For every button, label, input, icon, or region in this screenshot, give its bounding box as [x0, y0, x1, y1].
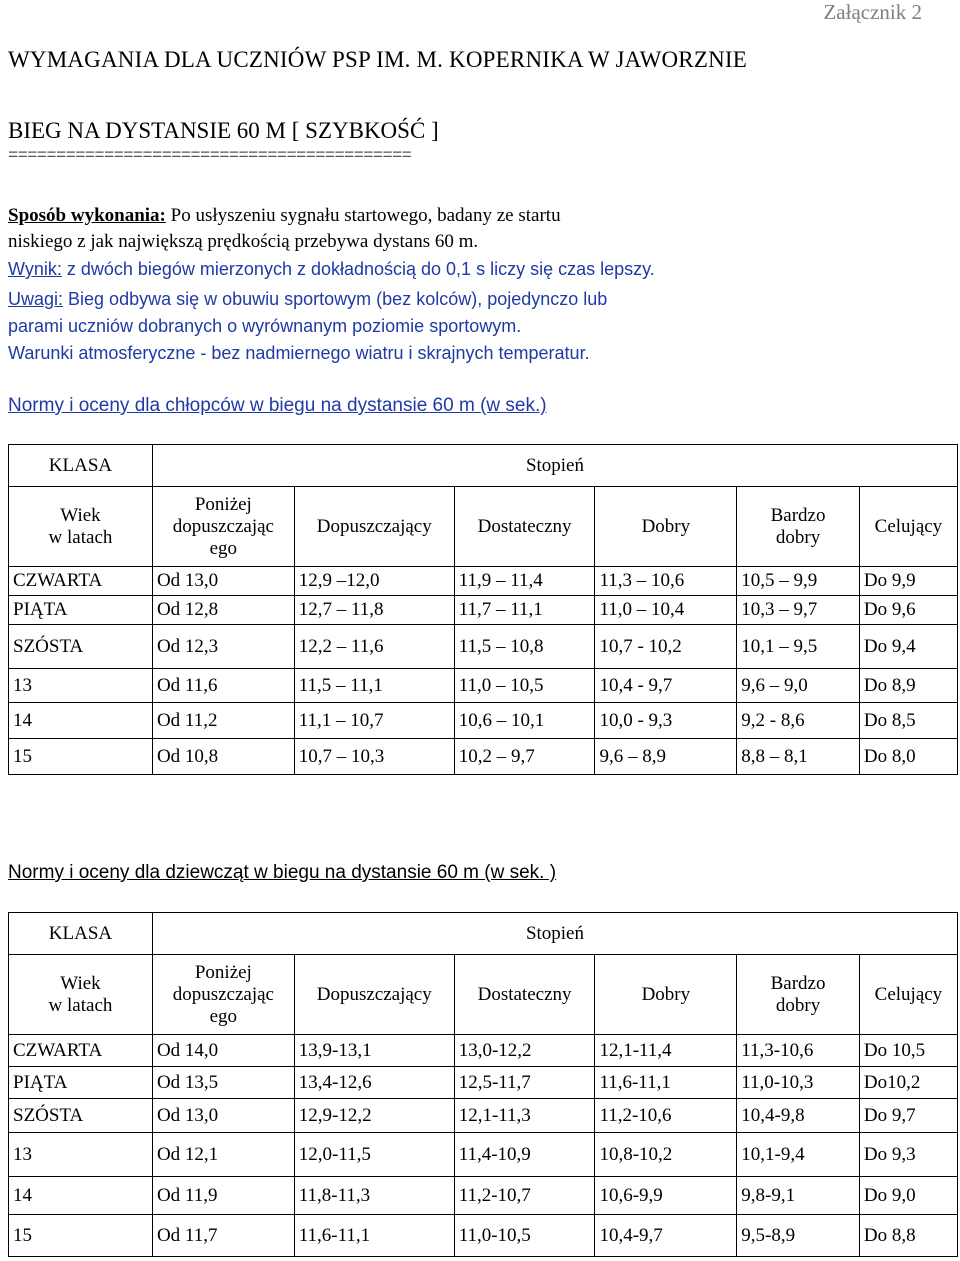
grade-cell: 10,6 – 10,1 [454, 703, 595, 739]
grade-cell: 12,1-11,3 [454, 1099, 595, 1133]
grade-cell: Od 10,8 [152, 739, 294, 775]
celujacy-header: Celujący [859, 955, 957, 1035]
klasa-header: KLASA [9, 913, 153, 955]
grade-cell: 11,2-10,6 [595, 1099, 737, 1133]
class-cell: 15 [9, 739, 153, 775]
result-line [8, 256, 655, 282]
class-cell: CZWARTA [9, 567, 153, 596]
class-cell: PIĄTA [9, 1067, 153, 1099]
class-cell: 14 [9, 703, 153, 739]
dopuszczajacy-header: Dopuszczający [294, 487, 454, 567]
table-row [9, 1177, 958, 1215]
grade-cell: 10,5 – 9,9 [737, 567, 860, 596]
bardzo-dobry-header [737, 487, 860, 567]
grade-cell: 10,4 - 9,7 [595, 669, 737, 703]
celujacy-header: Celujący [859, 487, 957, 567]
boys-norms-table [8, 444, 958, 775]
grade-cell: Od 13,0 [152, 1099, 294, 1133]
grade-cell: 11,6-11,1 [294, 1215, 454, 1257]
class-cell: 15 [9, 1215, 153, 1257]
grade-cell: 11,5 – 10,8 [454, 625, 595, 669]
table-row [9, 1215, 958, 1257]
table-row [9, 703, 958, 739]
result-text: z dwóch biegów mierzonych z dokładnością do 0,1 s liczy się czas lepszy. [61, 259, 655, 279]
class-cell: SZÓSTA [9, 1099, 153, 1133]
grade-cell: Do 9,0 [859, 1177, 957, 1215]
notes-label: Uwagi: [8, 289, 64, 309]
grade-cell: 10,7 - 10,2 [595, 625, 737, 669]
grade-cell: 9,6 – 9,0 [737, 669, 860, 703]
table-row [9, 1035, 958, 1067]
notes-line-2: parami uczniów dobranych o wyrównanym poziomie sportowym. [8, 316, 522, 336]
grade-cell: 12,2 – 11,6 [294, 625, 454, 669]
class-cell: 13 [9, 1133, 153, 1177]
grade-cell: Do 8,0 [859, 739, 957, 775]
class-cell: CZWARTA [9, 1035, 153, 1067]
grade-cell: 11,0-10,5 [454, 1215, 595, 1257]
grade-cell: 11,5 – 11,1 [294, 669, 454, 703]
notes-text-1: Bieg odbywa się w obuwiu sportowym (bez kolców), pojedynczo lub [63, 289, 608, 309]
table-row [9, 567, 958, 596]
grade-cell: Do 9,3 [859, 1133, 957, 1177]
age-header-line-2: w latach [48, 994, 113, 1016]
table-row [9, 625, 958, 669]
table-row [9, 1099, 958, 1133]
grade-cell: Do 8,5 [859, 703, 957, 739]
table-row [9, 596, 958, 625]
age-header [9, 487, 153, 567]
grade-cell: 10,6-9,9 [595, 1177, 737, 1215]
grade-cell: Od 11,2 [152, 703, 294, 739]
grade-cell: 12,1-11,4 [595, 1035, 737, 1067]
ponizej-line-3: ego [209, 537, 238, 559]
grade-cell: Do10,2 [859, 1067, 957, 1099]
girls-norms-table [8, 912, 958, 1257]
grade-cell: 11,0 – 10,5 [454, 669, 595, 703]
class-cell: SZÓSTA [9, 625, 153, 669]
dostateczny-header: Dostateczny [454, 955, 595, 1035]
grade-cell: 11,7 – 11,1 [454, 596, 595, 625]
notes-line-1 [8, 286, 607, 312]
method-line-2: niskiego z jak największą prędkością przebywa dystans 60 m. [8, 231, 479, 252]
age-header-line-1: Wiek [60, 504, 101, 526]
stopien-header: Stopień [152, 445, 957, 487]
grade-cell: 10,3 – 9,7 [737, 596, 860, 625]
grade-cell: Od 13,5 [152, 1067, 294, 1099]
grade-cell: 9,5-8,9 [737, 1215, 860, 1257]
bardzo-line-1: Bardzo [770, 972, 826, 994]
grade-cell: Od 14,0 [152, 1035, 294, 1067]
grade-cell: 10,8-10,2 [595, 1133, 737, 1177]
grade-cell: Od 12,1 [152, 1133, 294, 1177]
grade-cell: 9,8-9,1 [737, 1177, 860, 1215]
method-label: Sposób wykonania: [8, 205, 166, 226]
attachment-label: Załącznik 2 [823, 0, 922, 24]
bardzo-line-2: dobry [775, 526, 821, 548]
klasa-header: KLASA [9, 445, 153, 487]
grade-cell: Do 9,4 [859, 625, 957, 669]
table-row [9, 1133, 958, 1177]
grade-cell: 12,9-12,2 [294, 1099, 454, 1133]
grade-cell: 11,3 – 10,6 [595, 567, 737, 596]
grade-cell: 11,0 – 10,4 [595, 596, 737, 625]
grade-cell: Do 8,8 [859, 1215, 957, 1257]
grade-cell: 11,6-11,1 [595, 1067, 737, 1099]
dobry-header: Dobry [595, 955, 737, 1035]
grade-cell: 13,0-12,2 [454, 1035, 595, 1067]
grade-cell: 11,8-11,3 [294, 1177, 454, 1215]
grade-cell: 11,0-10,3 [737, 1067, 860, 1099]
dopuszczajacy-header: Dopuszczający [294, 955, 454, 1035]
table-row [9, 739, 958, 775]
grade-cell: Od 11,7 [152, 1215, 294, 1257]
table-row [9, 669, 958, 703]
boys-table-caption: Normy i oceny dla chłopców w biegu na dystansie 60 m (w sek.) [8, 395, 547, 416]
separator-line: ========================================== [8, 147, 412, 166]
grade-cell: Do 10,5 [859, 1035, 957, 1067]
table-row [9, 1067, 958, 1099]
stopien-header: Stopień [152, 913, 957, 955]
grade-cell: Od 13,0 [152, 567, 294, 596]
dostateczny-header: Dostateczny [454, 487, 595, 567]
grade-cell: 11,3-10,6 [737, 1035, 860, 1067]
ponizej-header [152, 487, 294, 567]
method-text-1: Po usłyszeniu sygnału startowego, badany ze startu [165, 205, 561, 226]
ponizej-line-2: dopuszczając [172, 515, 274, 537]
grade-cell: 12,9 –12,0 [294, 567, 454, 596]
grade-cell: 11,1 – 10,7 [294, 703, 454, 739]
grade-cell: 10,7 – 10,3 [294, 739, 454, 775]
age-header [9, 955, 153, 1035]
grade-cell: 11,9 – 11,4 [454, 567, 595, 596]
grade-cell: Od 12,3 [152, 625, 294, 669]
grade-cell: 10,4-9,7 [595, 1215, 737, 1257]
grade-cell: 11,2-10,7 [454, 1177, 595, 1215]
section-title: BIEG NA DYSTANSIE 60 M [ SZYBKOŚĆ ] [8, 118, 439, 143]
result-label: Wynik: [8, 259, 62, 279]
class-cell: PIĄTA [9, 596, 153, 625]
ponizej-header [152, 955, 294, 1035]
grade-cell: 10,1-9,4 [737, 1133, 860, 1177]
ponizej-line-1: Poniżej [194, 493, 252, 515]
grade-cell: 11,4-10,9 [454, 1133, 595, 1177]
class-cell: 14 [9, 1177, 153, 1215]
grade-cell: 10,1 – 9,5 [737, 625, 860, 669]
grade-cell: 10,0 - 9,3 [595, 703, 737, 739]
grade-cell: Do 9,9 [859, 567, 957, 596]
class-cell: 13 [9, 669, 153, 703]
grade-cell: Od 11,6 [152, 669, 294, 703]
bardzo-line-1: Bardzo [770, 504, 826, 526]
bardzo-dobry-header [737, 955, 860, 1035]
grade-cell: Do 8,9 [859, 669, 957, 703]
age-header-line-2: w latach [48, 526, 113, 548]
grade-cell: 12,5-11,7 [454, 1067, 595, 1099]
grade-cell: 8,8 – 8,1 [737, 739, 860, 775]
method-line-1 [8, 203, 561, 229]
bardzo-line-2: dobry [775, 994, 821, 1016]
ponizej-line-2: dopuszczając [172, 983, 274, 1005]
grade-cell: 9,6 – 8,9 [595, 739, 737, 775]
grade-cell: 12,7 – 11,8 [294, 596, 454, 625]
grade-cell: Do 9,6 [859, 596, 957, 625]
grade-cell: 10,4-9,8 [737, 1099, 860, 1133]
age-header-line-1: Wiek [60, 972, 101, 994]
dobry-header: Dobry [595, 487, 737, 567]
grade-cell: 12,0-11,5 [294, 1133, 454, 1177]
ponizej-line-3: ego [209, 1005, 238, 1027]
grade-cell: Od 11,9 [152, 1177, 294, 1215]
girls-table-caption: Normy i oceny dla dziewcząt w biegu na dystansie 60 m (w sek. ) [8, 862, 557, 883]
grade-cell: 13,9-13,1 [294, 1035, 454, 1067]
grade-cell: 9,2 - 8,6 [737, 703, 860, 739]
ponizej-line-1: Poniżej [194, 961, 252, 983]
grade-cell: 10,2 – 9,7 [454, 739, 595, 775]
grade-cell: 13,4-12,6 [294, 1067, 454, 1099]
grade-cell: Od 12,8 [152, 596, 294, 625]
school-title: WYMAGANIA DLA UCZNIÓW PSP IM. M. KOPERNIKA W JAWORZNIE [8, 47, 748, 72]
grade-cell: Do 9,7 [859, 1099, 957, 1133]
notes-line-3: Warunki atmosferyczne - bez nadmiernego wiatru i skrajnych temperatur. [8, 343, 590, 363]
